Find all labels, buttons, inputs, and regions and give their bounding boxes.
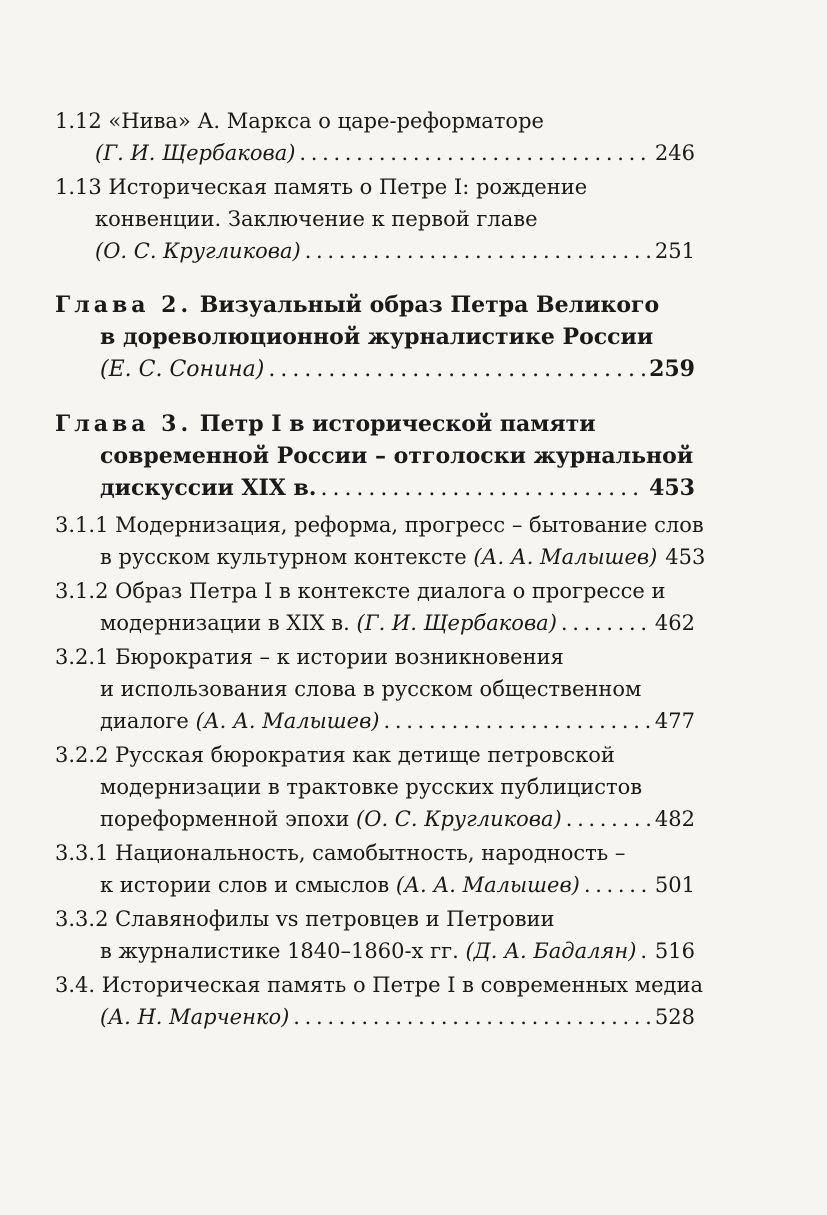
chapter-title: Петр I в исторической памяти (199, 411, 596, 437)
entry-title-end: модернизации в XIX в. (100, 611, 350, 635)
entry-title-line: 3.4. Историческая память о Петре I в современных медиа (55, 973, 703, 997)
toc-entry-3-3-2 (55, 903, 695, 967)
chapter-label: Глава 3. (55, 411, 193, 437)
entry-author-line (55, 235, 695, 267)
entry-title-line: 3.2.2 Русская бюрократия как детище петровской (55, 743, 615, 767)
entry-author: (А. Н. Марченко) (100, 1005, 290, 1029)
entry-title-line: 3.1.2 Образ Петра I в контексте диалога о прогрессе и (55, 579, 666, 603)
entry-author: (А. А. Малышев) (195, 709, 380, 733)
page-number: 453 (649, 475, 695, 501)
dot-leader (561, 607, 651, 639)
entry-author: (О. С. Кругликова) (95, 239, 301, 263)
entry-author: (Д. А. Бадалян) (465, 939, 637, 963)
dot-leader (293, 1001, 651, 1033)
toc-chapter-3 (55, 408, 695, 505)
entry-author: (Г. И. Щербакова) (356, 611, 557, 635)
chapter-title-line (55, 472, 695, 505)
entry-author: (А. А. Малышев) (473, 545, 658, 569)
toc-entry-3-2-1 (55, 641, 695, 737)
dot-leader (566, 803, 651, 835)
dot-leader (640, 935, 651, 967)
entry-author-line (55, 541, 706, 573)
entry-author: (А. А. Малышев) (395, 873, 580, 897)
entry-title-end: к истории слов и смыслов (100, 873, 390, 897)
dot-leader (299, 137, 651, 169)
table-of-contents (55, 105, 706, 1035)
page-number: 259 (649, 356, 695, 382)
toc-entry-3-1-2 (55, 575, 695, 639)
chapter-title-line: в дореволюционной журналистике России (100, 324, 654, 350)
entry-title-end: в журналистике 1840–1860-х гг. (100, 939, 459, 963)
chapter-title: Визуальный образ Петра Великого (199, 292, 660, 318)
entry-author-line (55, 607, 695, 639)
chapter-title-end: дискуссии XIX в. (100, 475, 317, 501)
entry-author-line (55, 803, 695, 835)
entry-title-line: модернизации в трактовке русских публицистов (100, 775, 643, 799)
entry-title-line: 3.1.1 Модернизация, реформа, прогресс – бытование слов (55, 513, 704, 537)
page-number: 246 (654, 141, 695, 165)
page-number: 477 (654, 709, 695, 733)
page-number: 482 (654, 807, 695, 831)
entry-author: (Г. И. Щербакова) (95, 141, 296, 165)
toc-entry-3-1-1 (55, 509, 706, 573)
entry-title-line: 1.12 «Нива» А. Маркса о царе-реформаторе (55, 109, 544, 133)
entry-title-line: 1.13 Историческая память о Петре I: рождение (55, 175, 588, 199)
toc-chapter-2 (55, 289, 695, 386)
dot-leader (384, 705, 651, 737)
page-number: 453 (665, 545, 706, 569)
entry-author-line (55, 869, 695, 901)
toc-entry-1-12 (55, 105, 695, 169)
toc-entry-3-3-1 (55, 837, 695, 901)
dot-leader (305, 235, 651, 267)
entry-author: (Е. С. Сонина) (100, 357, 265, 382)
toc-entry-3-4 (55, 969, 703, 1033)
entry-author: (О. С. Кругликова) (356, 807, 562, 831)
page-number: 462 (654, 611, 695, 635)
dot-leader (320, 473, 645, 505)
toc-entry-1-13 (55, 171, 695, 267)
entry-title-end: диалоге (100, 709, 189, 733)
entry-title-line: 3.3.2 Славянофилы vs петровцев и Петровии (55, 907, 555, 931)
chapter-label: Глава 2. (55, 292, 193, 318)
entry-title-end: в русском культурном контексте (100, 545, 467, 569)
entry-author-line (55, 705, 695, 737)
entry-author-line (55, 935, 695, 967)
chapter-title-line (55, 408, 695, 440)
page-number: 501 (654, 873, 695, 897)
chapter-title-line (55, 289, 695, 321)
entry-author-line (55, 353, 695, 386)
dot-leader (584, 869, 651, 901)
entry-author-line (55, 1001, 695, 1033)
chapter-title-line: современной России – отголоски журнальной (100, 443, 694, 469)
entry-author-line (55, 137, 695, 169)
entry-title-line: и использования слова в русском общественном (100, 677, 642, 701)
page-number: 251 (654, 239, 695, 263)
entry-title-line: конвенции. Заключение к первой главе (95, 207, 538, 231)
entry-title-line: 3.2.1 Бюрократия – к истории возникновения (55, 645, 564, 669)
page-number: 528 (654, 1005, 695, 1029)
entry-title-end: пореформенной эпохи (100, 807, 350, 831)
dot-leader (268, 354, 645, 386)
page-number: 516 (654, 939, 695, 963)
toc-entry-3-2-2 (55, 739, 695, 835)
entry-title-line: 3.3.1 Национальность, самобытность, народность – (55, 841, 626, 865)
